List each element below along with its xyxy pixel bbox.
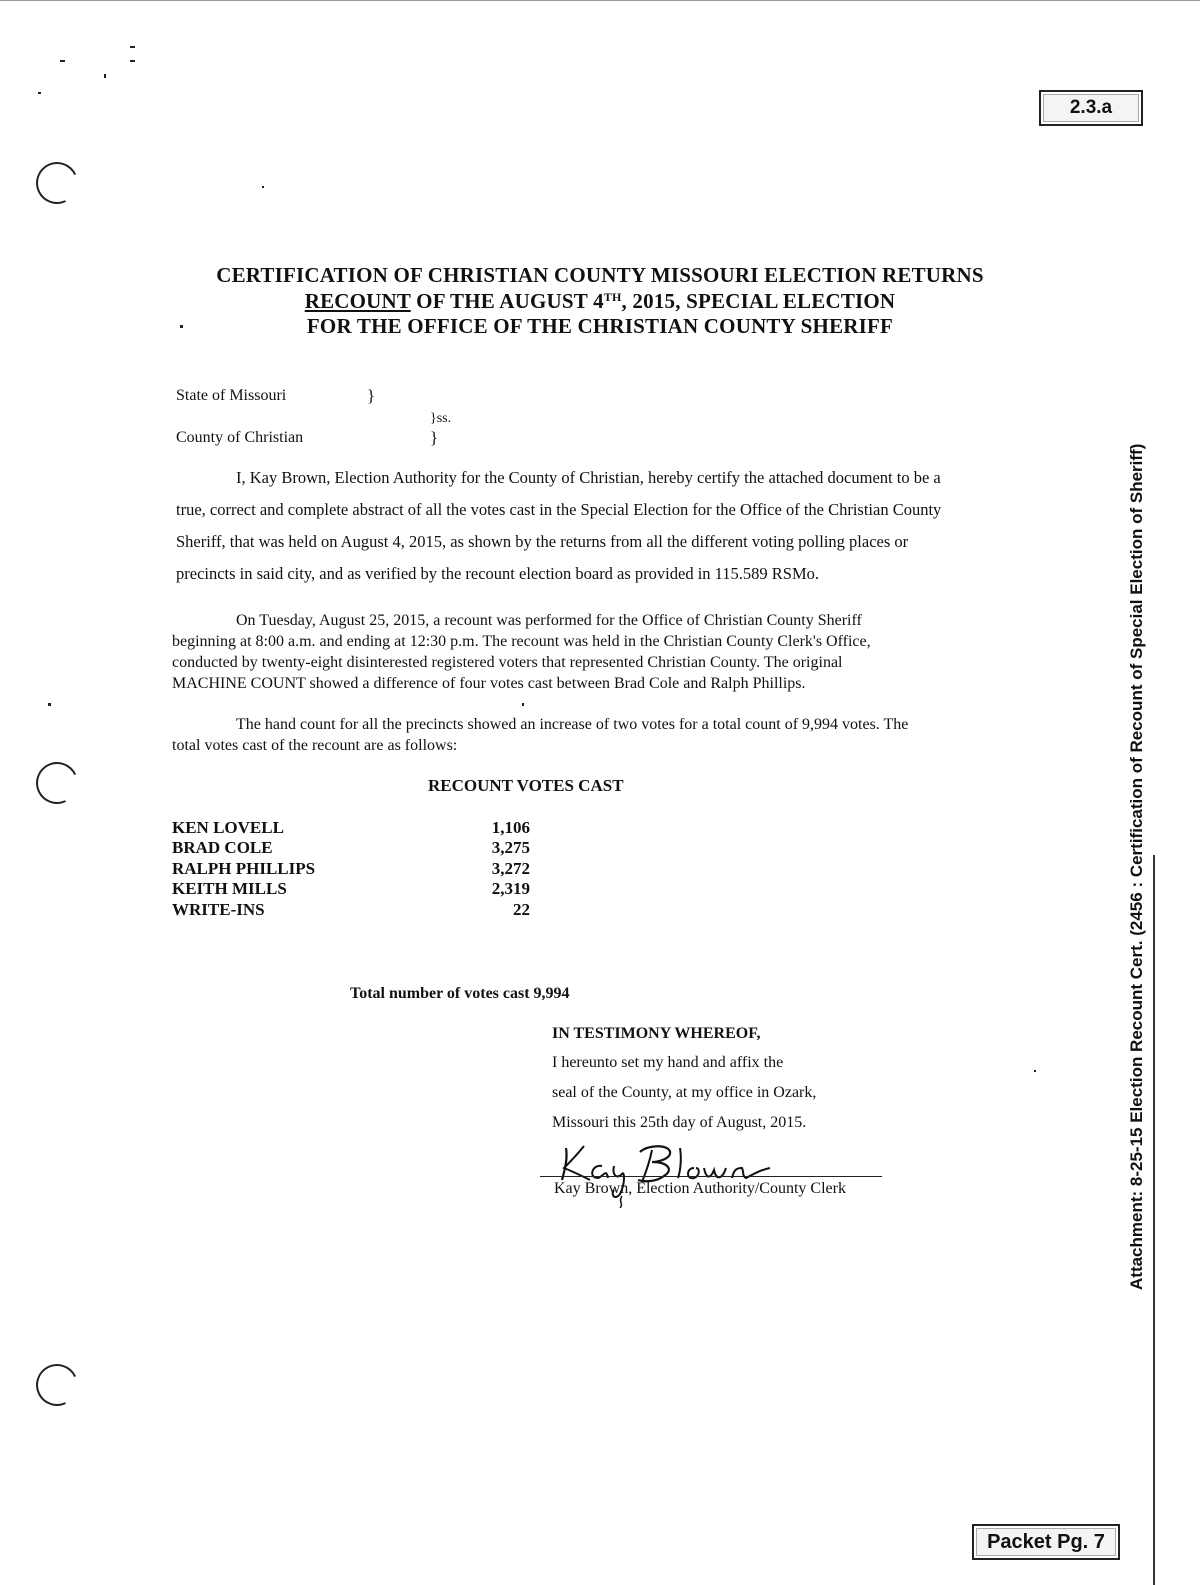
signer-name: Kay Brown, Election Authority/County Clerk (554, 1180, 846, 1197)
punch-hole-top (30, 156, 84, 210)
scan-speck (130, 46, 135, 48)
venue-county-brace: } (430, 428, 439, 447)
punch-hole-bottom (30, 1358, 84, 1412)
certification-line-3: Sheriff, that was held on August 4, 2015, as shown by the returns from all the different voting polling places or (176, 532, 909, 551)
title-line-1: CERTIFICATION OF CHRISTIAN COUNTY MISSOURI ELECTION RETURNS (216, 263, 984, 287)
page-top-edge (0, 0, 1200, 1)
title-line-2-part-b: , 2015, SPECIAL ELECTION (621, 289, 896, 313)
vote-row-name: KEITH MILLS (172, 879, 287, 898)
scan-speck (522, 703, 524, 706)
venue-state-brace: } (367, 386, 376, 405)
testimony-heading: IN TESTIMONY WHEREOF, (552, 1025, 761, 1042)
testimony-line-1: I hereunto set my hand and affix the (552, 1054, 784, 1071)
vote-row-name: BRAD COLE (172, 838, 273, 857)
title-recount-word: RECOUNT (304, 289, 411, 313)
attachment-tag: 2.3.a (1039, 90, 1143, 126)
vote-row-name: WRITE-INS (172, 900, 265, 919)
vote-row-value: 3,272 (491, 859, 530, 878)
testimony-line-2: seal of the County, at my office in Ozark, (552, 1084, 817, 1101)
title-superscript: TH (603, 290, 622, 304)
certification-line-1: I, Kay Brown, Election Authority for the County of Christian, hereby certify the attached document to be a (236, 468, 941, 487)
scan-speck (48, 703, 51, 706)
punch-hole-middle (30, 756, 84, 810)
certification-line-2: true, correct and complete abstract of all the votes cast in the Special Election for the Office of the Christian County (176, 500, 942, 519)
votes-heading: RECOUNT VOTES CAST (428, 776, 624, 795)
title-line-3: FOR THE OFFICE OF THE CHRISTIAN COUNTY SHERIFF (306, 314, 894, 338)
venue-state: State of Missouri (176, 387, 287, 404)
hand-count-line-2: total votes cast of the recount are as follows: (172, 737, 458, 754)
scan-speck (38, 92, 41, 94)
scan-speck (1034, 1070, 1036, 1072)
page-right-rule (1153, 855, 1155, 1585)
attachment-side-note: Attachment: 8-25-15 Election Recount Cert. (2456 : Certification of Recount of Special Election of Sheriff) (1127, 443, 1146, 1290)
scan-speck (104, 74, 106, 78)
venue-ss: }ss. (430, 411, 452, 426)
vote-row-name: KEN LOVELL (172, 818, 284, 837)
venue-county: County of Christian (176, 429, 304, 446)
vote-row-value: 22 (513, 900, 530, 919)
scan-speck (130, 60, 135, 62)
title-line-2-part-a: OF THE AUGUST 4 (410, 289, 604, 313)
vote-row-value: 2,319 (491, 879, 530, 898)
vote-row-name: RALPH PHILLIPS (172, 859, 316, 878)
packet-page-tag: Packet Pg. 7 (972, 1524, 1120, 1560)
title-line-2 (0, 288, 1200, 314)
signature-line (540, 1176, 882, 1177)
recount-line-4: MACHINE COUNT showed a difference of four votes cast between Brad Cole and Ralph Phillips. (172, 675, 806, 692)
vote-row-value: 1,106 (491, 818, 530, 837)
recount-line-3: conducted by twenty-eight disinterested registered voters that represented Christian County. The original (172, 654, 843, 671)
vote-row-value: 3,275 (491, 838, 530, 857)
scan-speck (262, 186, 264, 188)
certification-line-4: precincts in said city, and as verified by the recount election board as provided in 115.589 RSMo. (176, 564, 820, 583)
testimony-line-3: Missouri this 25th day of August, 2015. (552, 1114, 807, 1131)
recount-line-2: beginning at 8:00 a.m. and ending at 12:30 p.m. The recount was held in the Christian County Clerk's Office, (172, 633, 871, 650)
recount-line-1: On Tuesday, August 25, 2015, a recount was performed for the Office of Christian County Sheriff (236, 612, 862, 629)
hand-count-line-1: The hand count for all the precincts showed an increase of two votes for a total count of 9,994 votes. The (236, 716, 909, 733)
votes-total: Total number of votes cast 9,994 (350, 985, 570, 1002)
scan-speck (60, 60, 65, 62)
